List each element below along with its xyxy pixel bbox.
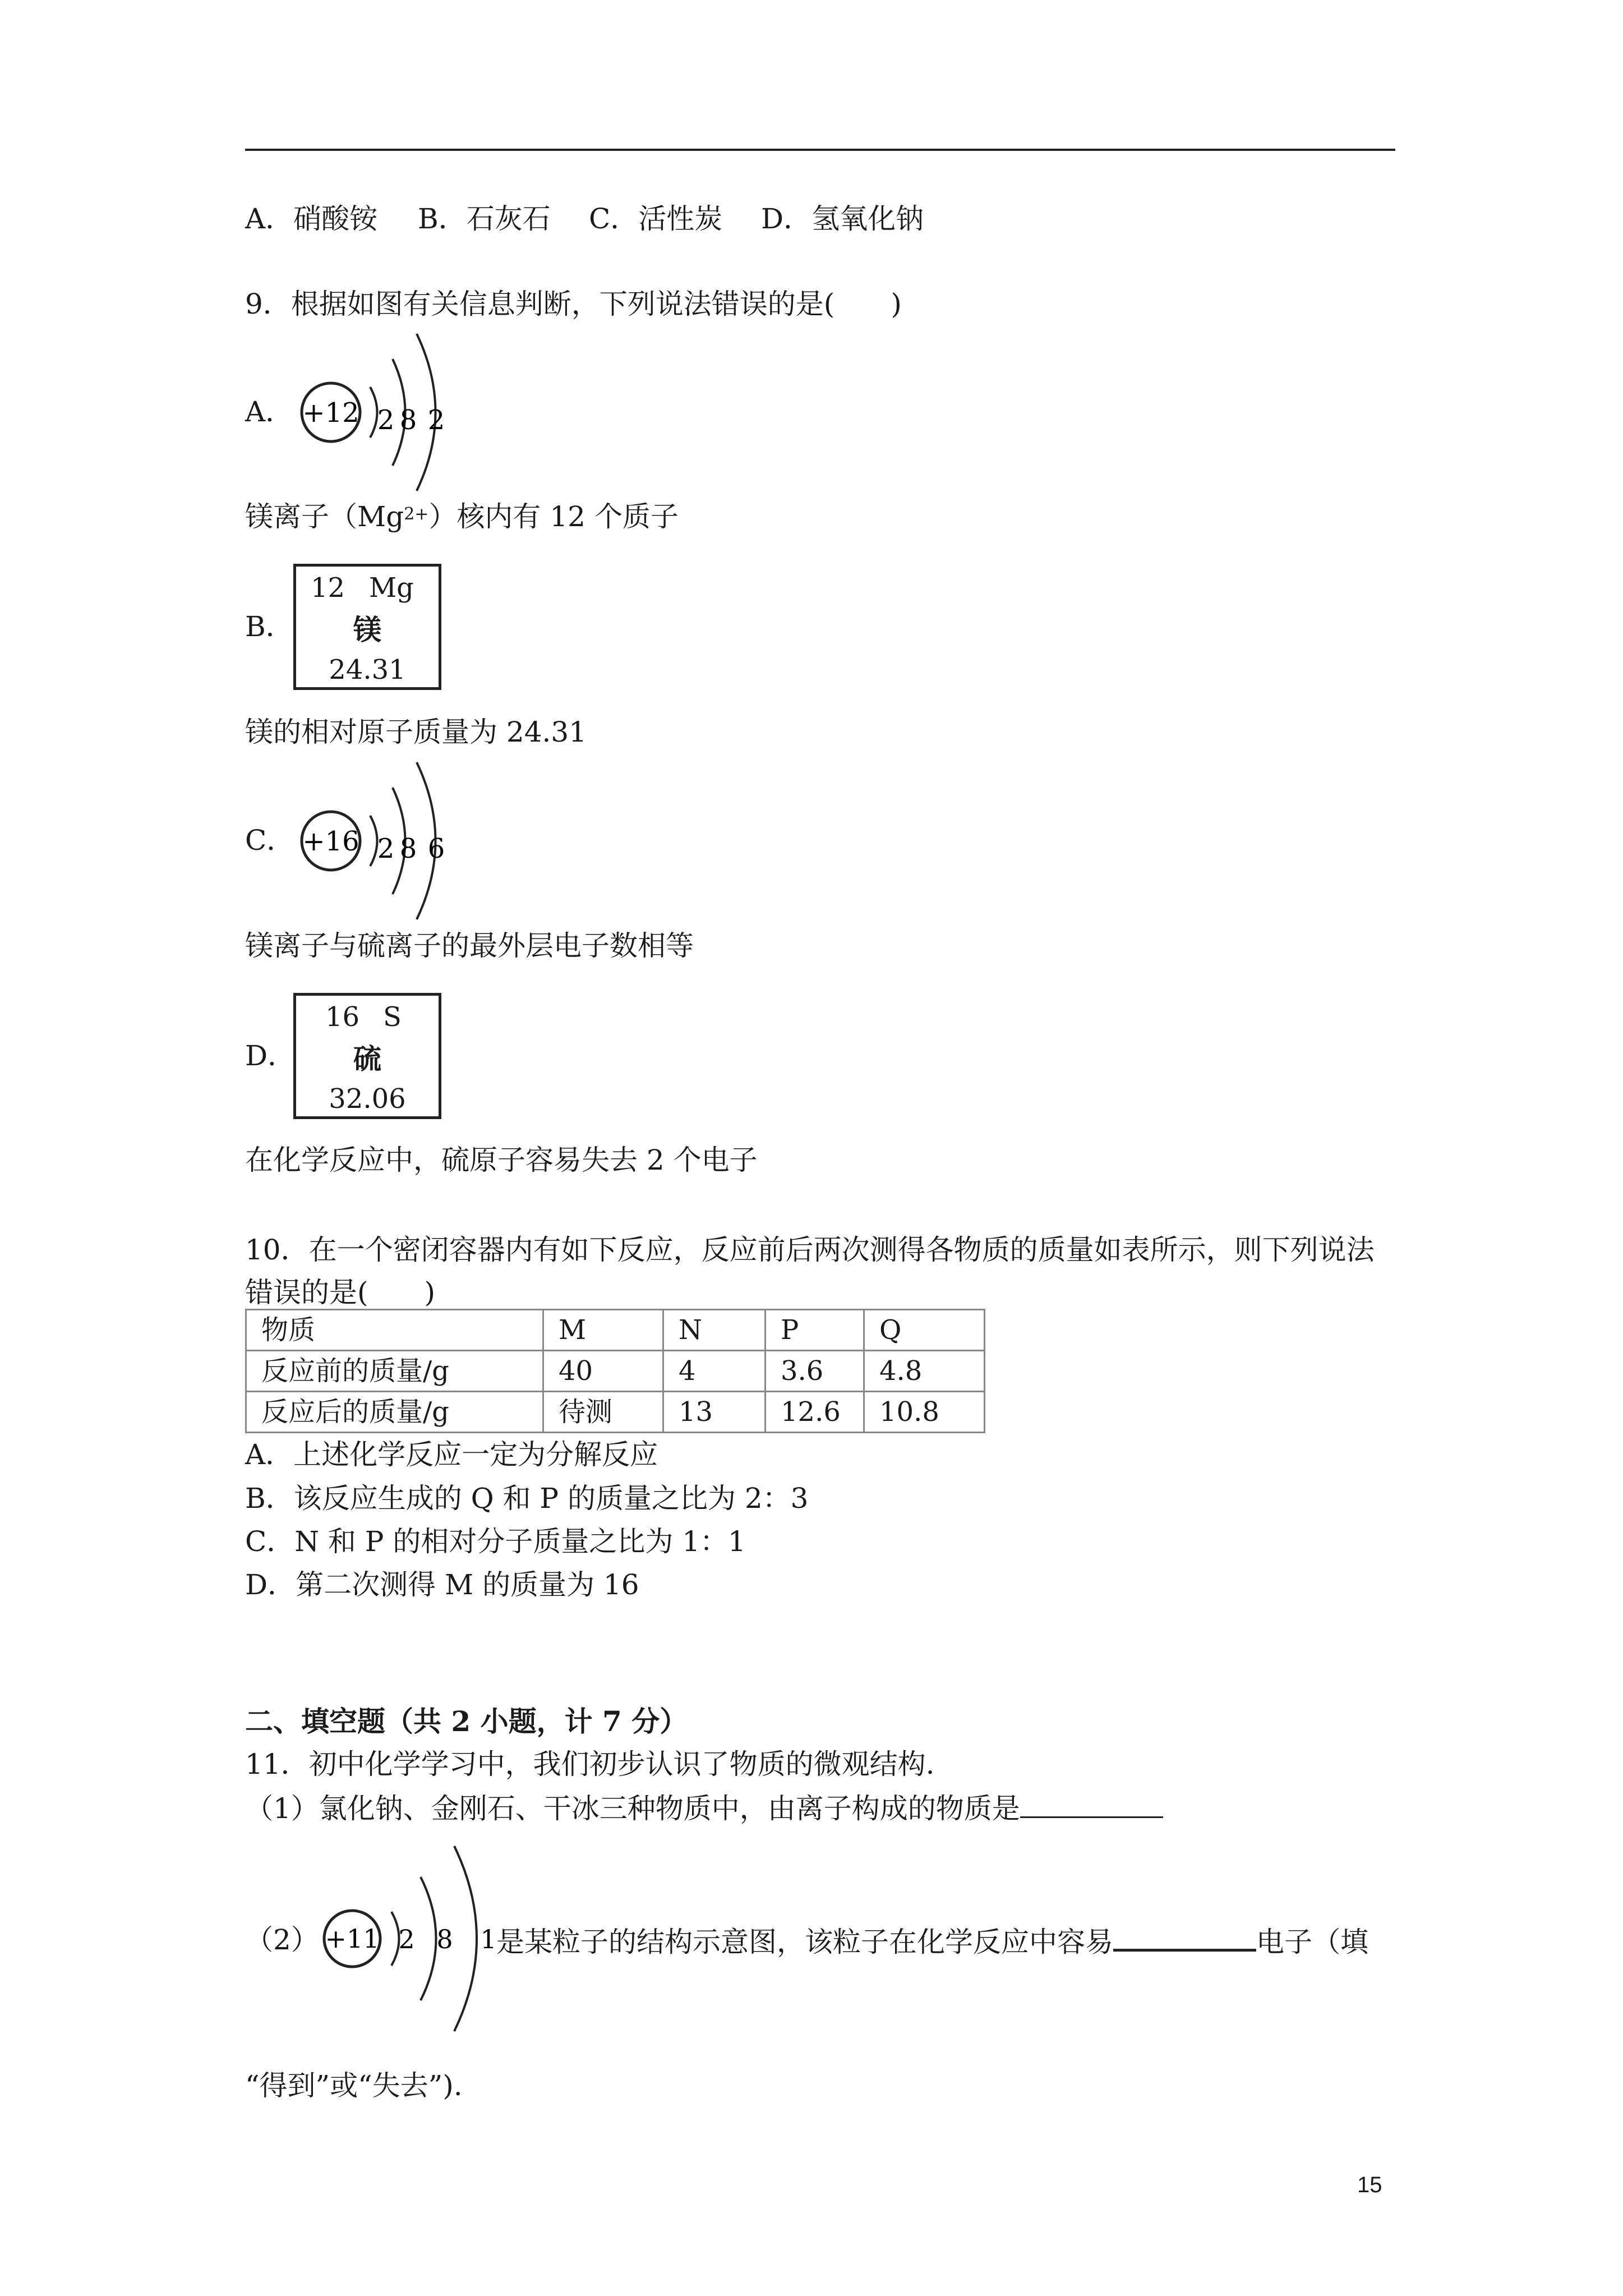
table-cell: 40: [543, 1351, 663, 1392]
shell-1-count: 2: [377, 404, 395, 436]
atomic-mass: 24.31: [329, 654, 406, 685]
table-cell: M: [543, 1310, 663, 1351]
atomic-number: 16: [325, 1001, 360, 1033]
magnesium-atom-structure-diagram: [286, 331, 471, 494]
sulfur-element-card: [293, 993, 441, 1119]
q11-part-2-line2: “得到”或“失去”).: [245, 2069, 463, 2102]
nucleus-charge: +12: [302, 397, 359, 429]
sodium-atom-structure-diagram: [311, 1843, 502, 2034]
q11-part-2-text: 是某粒子的结构示意图，该粒子在化学反应中容易 电子（填: [496, 1922, 1368, 1960]
answer-blank-1[interactable]: [1020, 1789, 1163, 1818]
element-name: 镁: [353, 614, 381, 646]
element-symbol: S: [383, 1001, 402, 1033]
element-name: 硫: [353, 1043, 381, 1075]
shell-3-count: 2: [427, 404, 445, 436]
q11-part-2-prefix: （2）: [245, 1924, 319, 1956]
q9-option-d-letter: D．: [245, 1039, 296, 1072]
q11-stem: 11．初中化学学习中，我们初步认识了物质的微观结构.: [245, 1748, 935, 1780]
table-cell: 反应后的质量/g: [246, 1392, 543, 1433]
shell-3-count: 1: [480, 1924, 497, 1954]
shell-2-count: 8: [399, 404, 417, 436]
table-cell: 12.6: [766, 1392, 864, 1433]
table-cell: 3.6: [766, 1351, 864, 1392]
atomic-number: 12: [311, 572, 345, 604]
table-cell: 物质: [246, 1310, 543, 1351]
shell-2-count: 8: [436, 1924, 453, 1954]
q9-option-b-text: 镁的相对原子质量为 24.31: [245, 716, 587, 748]
q8-option-d: D．氢氧化钠: [761, 203, 924, 235]
q10-stem-line2: 错误的是( ): [245, 1276, 436, 1309]
table-cell: 待测: [543, 1392, 663, 1433]
table-row: [246, 1351, 985, 1392]
table-header-row: [246, 1310, 985, 1351]
table-cell: 13: [663, 1392, 766, 1433]
table-cell: P: [766, 1310, 864, 1351]
table-cell: 4.8: [864, 1351, 985, 1392]
table-cell: N: [663, 1310, 766, 1351]
table-cell: Q: [864, 1310, 985, 1351]
sulfur-atom-structure-diagram: [286, 760, 471, 922]
q10-stem-line1: 10．在一个密闭容器内有如下反应，反应前后两次测得各物质的质量如表所示，则下列说法: [245, 1234, 1375, 1266]
q9-option-d-text: 在化学反应中，硫原子容易失去 2 个电子: [245, 1144, 758, 1176]
q10-option-a: A．上述化学反应一定为分解反应: [245, 1438, 658, 1471]
table-cell: 4: [663, 1351, 766, 1392]
q11-part-1: （1）氯化钠、金刚石、干冰三种物质中，由离子构成的物质是: [245, 1789, 1163, 1826]
q9-option-a-text: 镁离子$(Mg^{2+})$核内有 12 个质子: [245, 500, 679, 533]
q10-option-c: C．N 和 P 的相对分子质量之比为 1：1: [245, 1525, 746, 1558]
q9-stem: 9．根据如图有关信息判断，下列说法错误的是( ): [245, 288, 902, 320]
shell-2-count: 8: [399, 833, 417, 864]
shell-1-count: 2: [398, 1924, 415, 1954]
element-symbol: Mg: [369, 572, 414, 604]
table-cell: 反应前的质量/g: [246, 1351, 543, 1392]
shell-1-count: 2: [377, 833, 395, 864]
q9-option-b-letter: B．: [245, 610, 294, 643]
q10-option-d: D．第二次测得 M 的质量为 16: [245, 1568, 639, 1601]
q9-option-a-letter: A．: [245, 395, 294, 428]
header-rule: [245, 149, 1395, 151]
mass-table: [245, 1309, 985, 1433]
nucleus-charge: +16: [302, 826, 359, 857]
shell-3-count: 6: [427, 833, 445, 864]
table-row: [246, 1392, 985, 1433]
q9-option-c-text: 镁离子与硫离子的最外层电子数相等: [245, 930, 694, 962]
magnesium-element-card: [293, 564, 441, 690]
atomic-mass: 32.06: [329, 1083, 406, 1115]
table-cell: 10.8: [864, 1392, 985, 1433]
section-title: 二、填空题（共 2 小题，计 7 分）: [245, 1705, 688, 1738]
q8-option-b: B．石灰石: [418, 203, 551, 235]
q8-option-a: A．硝酸铵: [245, 203, 378, 235]
answer-blank-2[interactable]: [1113, 1922, 1256, 1952]
nucleus-charge: +11: [325, 1924, 380, 1954]
q9-option-c-letter: C．: [245, 824, 295, 857]
q10-option-b: B．该反应生成的 Q 和 P 的质量之比为 2：3: [245, 1482, 809, 1515]
page-number: 15: [1357, 2173, 1382, 2197]
q8-option-c: C．活性炭: [589, 203, 723, 235]
